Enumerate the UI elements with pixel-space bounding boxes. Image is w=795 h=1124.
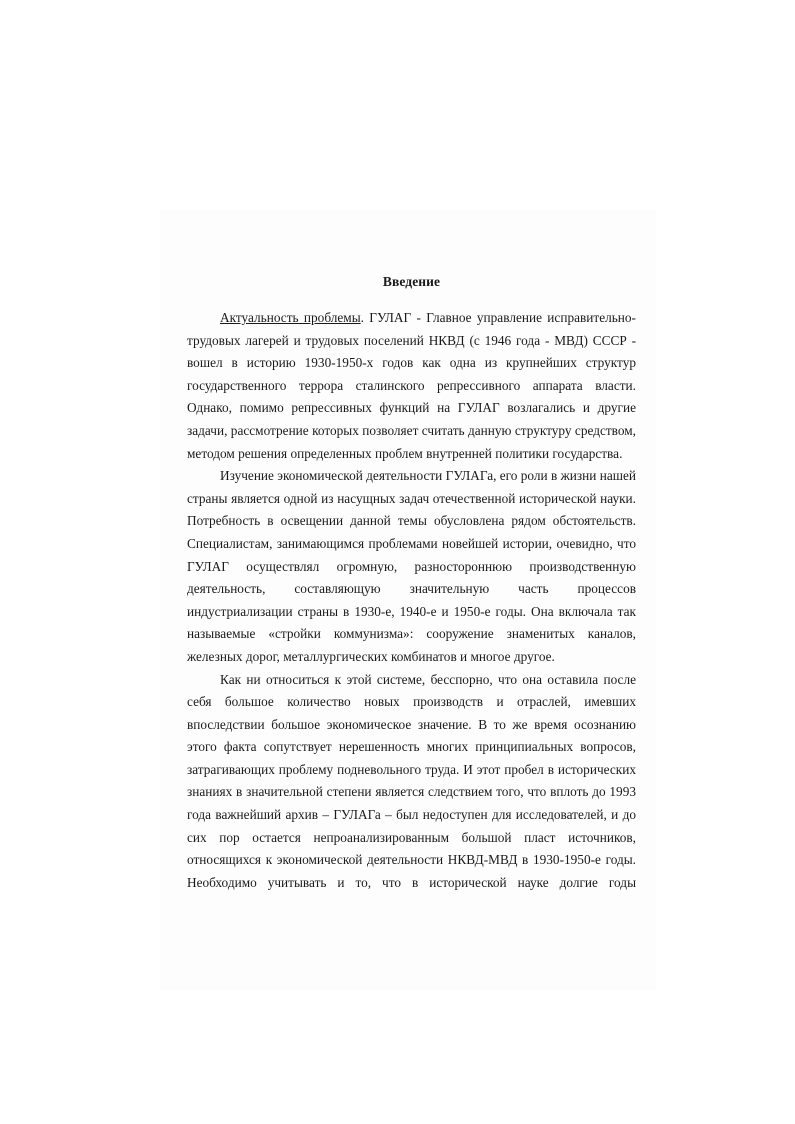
paragraph-relevance (187, 307, 636, 465)
section-title: Введение (382, 274, 441, 289)
paragraph-legacy: Как ни относиться к этой системе, бесспорно, что она оставила после себя большое количество новых производств и отраслей, имевших впоследствии большое экономическое значение. В то же время осознанию этого факта сопутствует нерешенность многих принципиальных вопросов, затрагивающих проблему подневольного труда. И этот пробел в исторических знаниях в значительной степени является следствием того, что вплоть до 1993 года важнейший архив – ГУЛАГа – был недоступен для исследователей, и до сих пор остается непроанализированным большой пласт источников, относящихся к экономической деятельности НКВД-МВД в 1930-1950-е годы. Необходимо учитывать и то, что в исторической науке долгие годы (187, 671, 636, 890)
relevance-heading: Актуальность проблемы (220, 310, 361, 325)
paragraph-economic-study: Изучение экономической деятельности ГУЛАГа, его роли в жизни нашей страны является одной из насущных задач отечественной исторической науки. Потребность в освещении данной темы обусловлена рядом обстоятельств. Специалистам, занимающимся проблемами новейшей истории, очевидно, что ГУЛАГ осуществлял огромную, разностороннюю производственную деятельность, составляющую значительную часть процессов индустриализации страны в 1930-е, 1940-е и 1950-е годы. Она включала так называемые «стройки коммунизма»: сооружение знаменитых каналов, железных дорог, металлургических комбинатов и многое другое. (187, 468, 636, 664)
paragraph-text: . ГУЛАГ - Главное управление исправительно-трудовых лагерей и трудовых поселений НКВД (с 1946 года - МВД) СССР - вошел в историю 1930-1950-х годов как одна из крупнейших структур государственного террора сталинского репрессивного аппарата власти. Однако, помимо репрессивных функций на ГУЛАГ возлагались и другие задачи, рассмотрение которых позволяет считать данную структуру средством, методом решения определенных проблем внутренней политики государства. (187, 310, 636, 461)
document-body (187, 272, 636, 894)
